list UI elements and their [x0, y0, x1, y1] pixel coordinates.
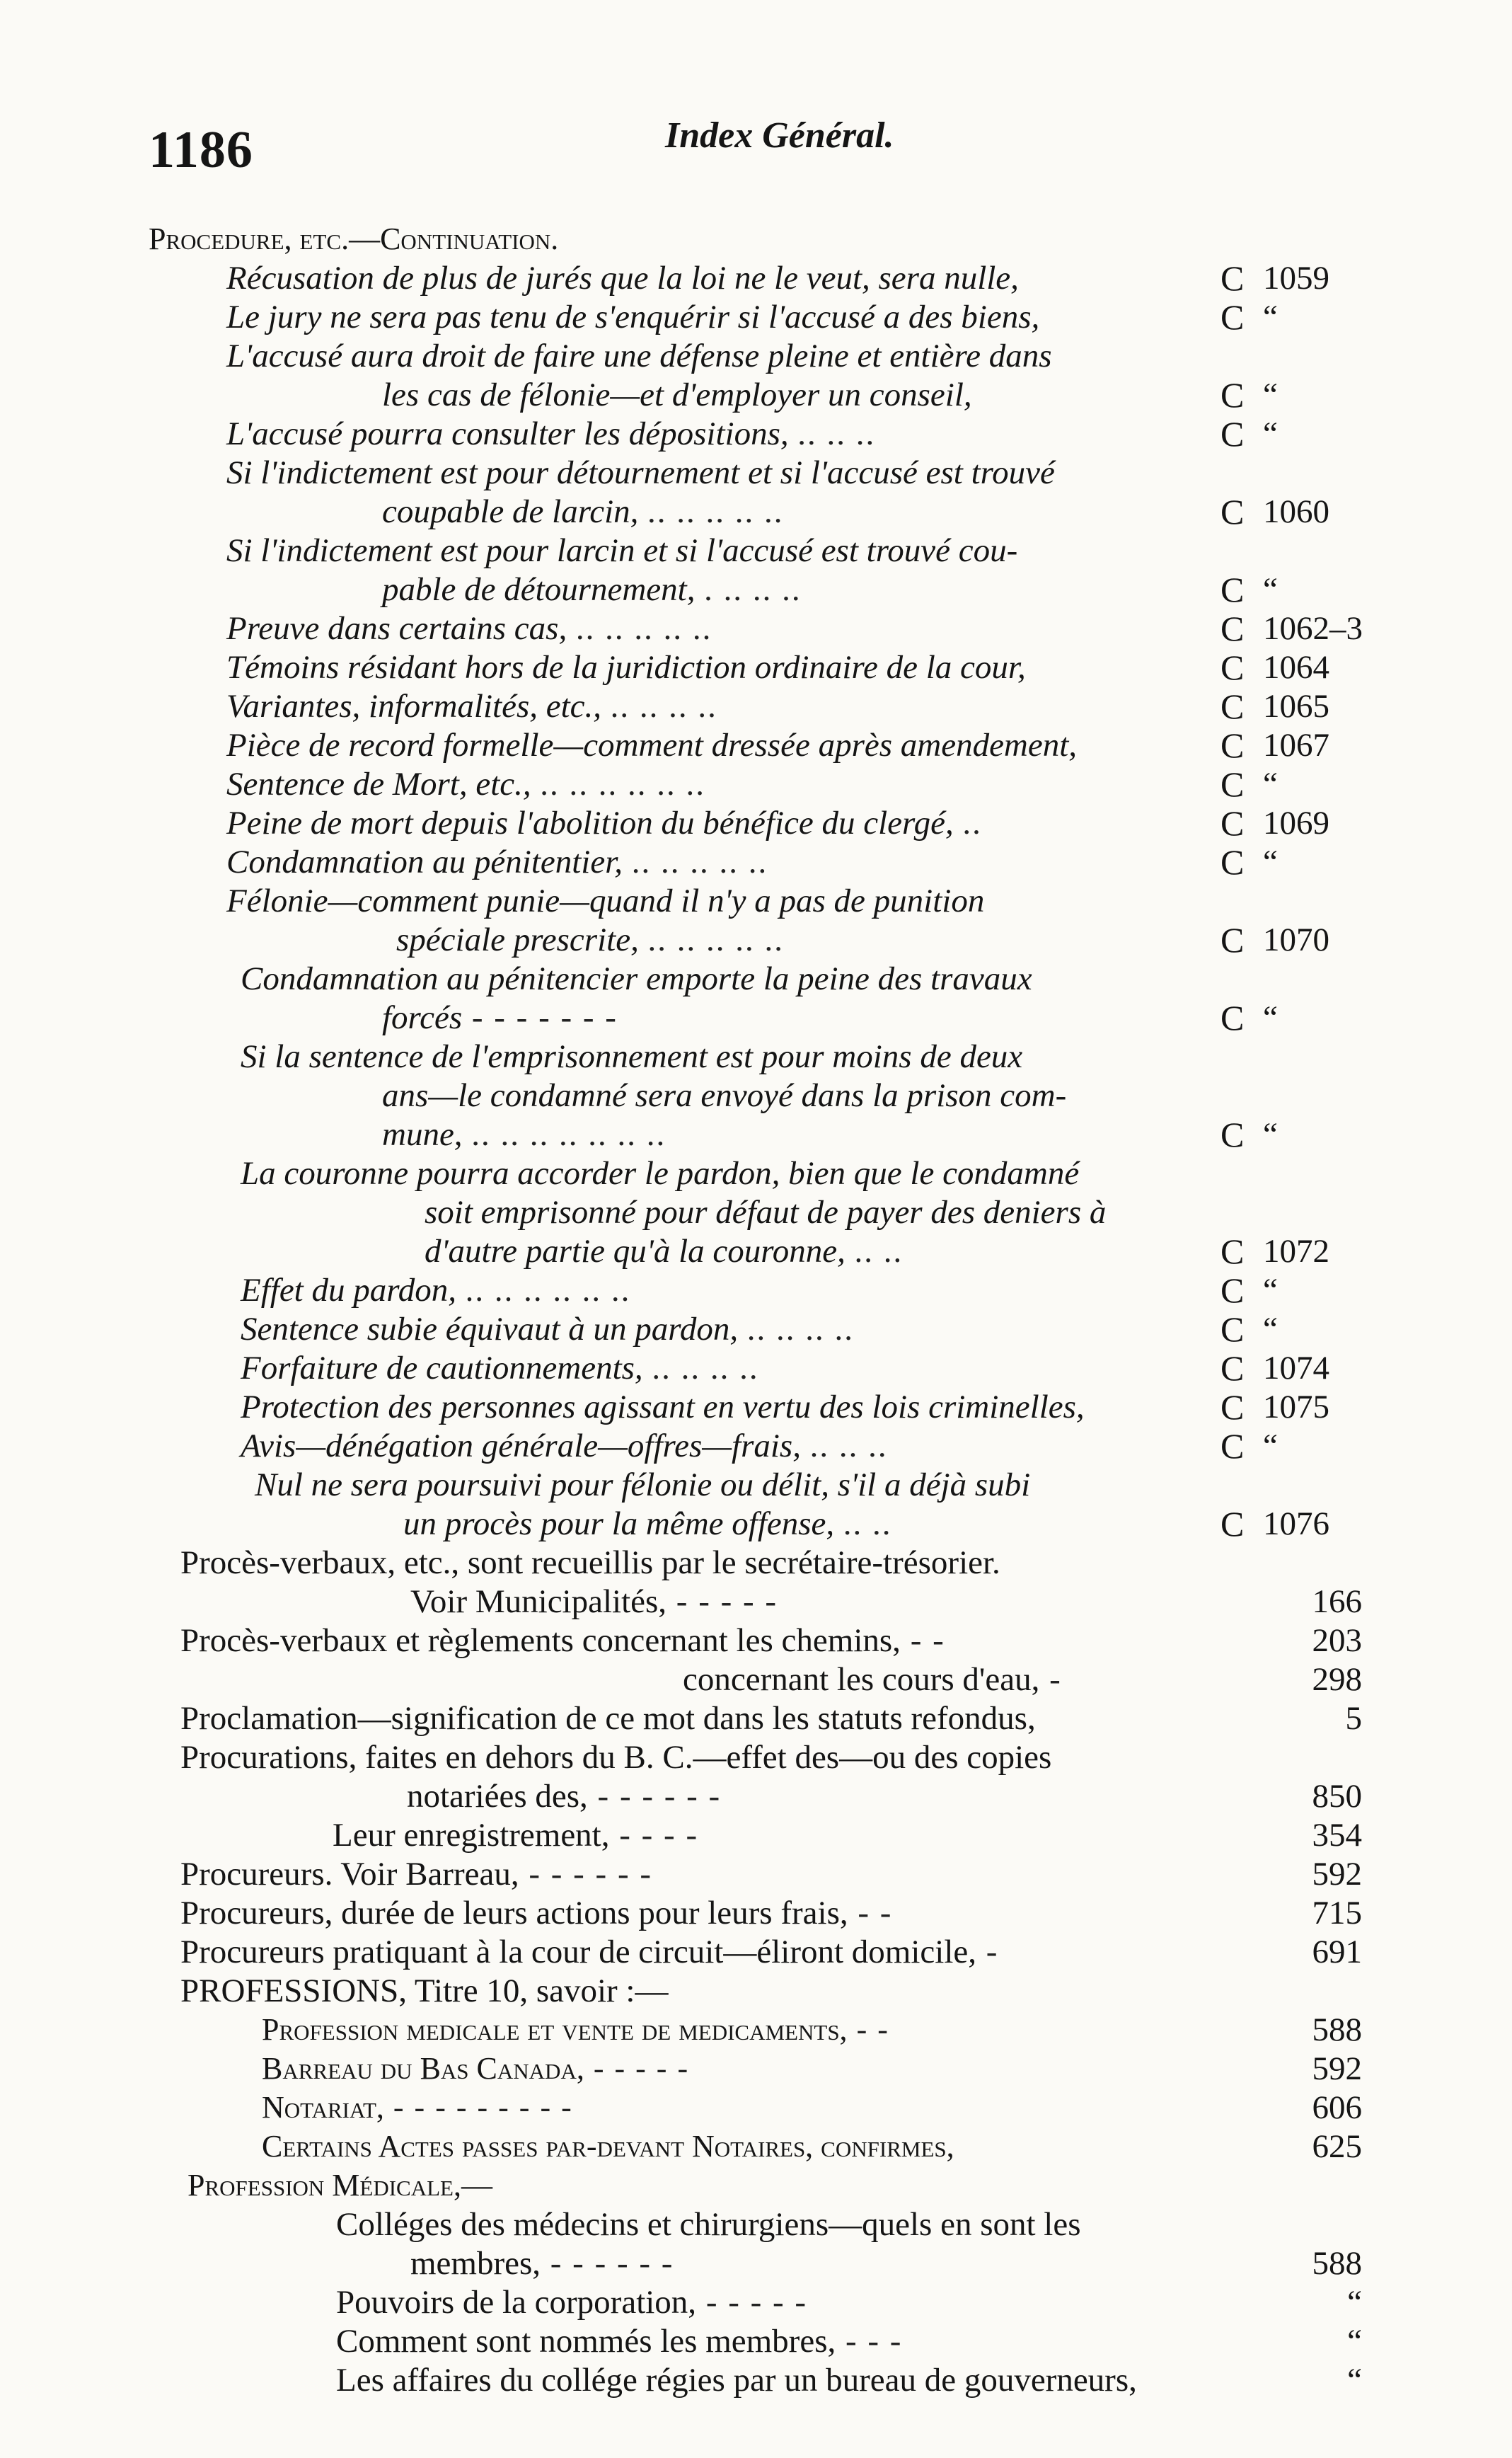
page-reference: “: [1263, 1428, 1278, 1464]
chapter-marker: C: [1220, 414, 1245, 454]
dot-leader: - - - - - -: [541, 2245, 674, 2282]
index-entry: [226, 453, 1055, 493]
index-entry: [410, 2244, 674, 2283]
index-entry: [226, 531, 1017, 570]
index-entry: [382, 570, 802, 609]
chapter-marker: C: [1220, 920, 1245, 960]
running-title: Index Général.: [665, 115, 894, 156]
index-entry: [382, 1115, 666, 1154]
entry-text: Condamnation au pénitentier,: [226, 844, 623, 880]
chapter-marker: C: [1220, 1426, 1245, 1466]
page-reference: 203: [1312, 1622, 1362, 1659]
dot-leader: - - - - - - - - -: [383, 2090, 573, 2125]
page-reference: 1064: [1263, 649, 1329, 686]
entry-text: Procès-verbaux et règlements concernant les chemins,: [180, 1622, 901, 1659]
page-reference: 1070: [1263, 921, 1329, 958]
dot-leader: - -: [900, 1622, 945, 1659]
index-entry: [683, 1660, 1062, 1699]
dot-leader: ..: [953, 805, 983, 842]
page-reference: “: [1263, 1311, 1278, 1348]
entry-text: Comment sont nommés les membres,: [336, 2323, 836, 2360]
entry-text: PROFESSIONS, Titre 10, savoir :—: [180, 1972, 669, 2009]
index-entry: [241, 1387, 1085, 1427]
entry-text: Témoins résidant hors de la juridiction ordinaire de la cour,: [226, 649, 1026, 686]
entry-text: notariées des,: [407, 1778, 588, 1815]
index-entry: [382, 998, 618, 1038]
entry-text: d'autre partie qu'à la couronne,: [425, 1233, 846, 1270]
index-entry: [180, 1699, 1036, 1738]
entry-text: Procureurs. Voir Barreau,: [180, 1856, 519, 1893]
dot-leader: - - - -: [609, 1817, 699, 1854]
chapter-marker: C: [1220, 297, 1245, 337]
index-entry: [336, 2205, 1081, 2244]
entry-text: Peine de mort depuis l'abolition du bénéfice du clergé,: [226, 805, 954, 842]
entry-text: Leur enregistrement,: [333, 1817, 610, 1854]
index-entry: [262, 2010, 889, 2050]
entry-text: Sentence subie équivaut à un pardon,: [241, 1311, 739, 1348]
chapter-marker: C: [1220, 1504, 1245, 1544]
dot-leader: - - - - -: [584, 2051, 690, 2086]
index-entry: [226, 725, 1077, 765]
index-entry: [425, 1193, 1106, 1232]
entry-text: Condamnation au pénitencier emporte la peine des travaux: [241, 960, 1032, 997]
entry-text: un procès pour la même offense,: [403, 1505, 835, 1542]
entry-text: spéciale prescrite,: [396, 921, 639, 958]
page-reference: 1059: [1263, 260, 1329, 297]
dot-leader: .. .. .. ..: [601, 688, 719, 725]
index-entry: [226, 336, 1052, 376]
index-entry: [382, 492, 785, 532]
index-entry: [336, 2321, 902, 2361]
page-number: 1186: [149, 121, 253, 179]
index-entry: [382, 375, 972, 415]
entry-text: La couronne pourra accorder le pardon, bien que le condamné: [241, 1155, 1080, 1192]
index-entry: [226, 764, 706, 804]
entry-text: Procurations, faites en dehors du B. C.—effet des—ou des copies: [180, 1739, 1052, 1776]
chapter-marker: C: [1220, 375, 1245, 415]
entry-text: ans—le condamné sera envoyé dans la prison com-: [382, 1077, 1067, 1114]
index-entry: [241, 1270, 632, 1310]
index-entry: [226, 803, 983, 843]
page-reference: 1065: [1263, 688, 1329, 725]
chapter-marker: C: [1220, 258, 1245, 298]
page-reference: 354: [1312, 1817, 1362, 1854]
chapter-marker: C: [1220, 609, 1245, 648]
page-reference: “: [1263, 999, 1278, 1036]
dot-leader: .. .. .. .. ..: [638, 493, 785, 530]
entry-text: Certains Actes passes par-devant Notaires, confirmes,: [262, 2129, 954, 2164]
index-entry: [180, 1738, 1051, 1777]
index-entry: [255, 1465, 1030, 1505]
entry-text: Pièce de record formelle—comment dressée après amendement,: [226, 727, 1078, 764]
dot-leader: .. .. .. .. .. ..: [531, 766, 707, 803]
entry-text: Sentence de Mort, etc.,: [226, 766, 531, 803]
entry-text: L'accusé pourra consulter les dépositions,: [226, 415, 789, 452]
index-entry: [333, 1815, 698, 1855]
index-entry: [226, 297, 1039, 337]
chapter-marker: C: [1220, 1387, 1245, 1427]
dot-leader: . .. .. ..: [695, 571, 802, 608]
chapter-marker: C: [1220, 570, 1245, 609]
page-reference: “: [1263, 299, 1278, 335]
dot-leader: - - - - -: [666, 1583, 778, 1620]
page-reference: 625: [1312, 2128, 1362, 2165]
dot-leader: .. .. .. .. ..: [623, 844, 769, 880]
dot-leader: .. .. .. ..: [642, 1350, 760, 1386]
dot-leader: - - - - - -: [587, 1778, 722, 1815]
dot-leader: - -: [847, 2012, 889, 2047]
page-reference: 1076: [1263, 1505, 1329, 1542]
entry-text: Protection des personnes agissant en vertu des lois criminelles,: [241, 1389, 1085, 1425]
page-reference: 592: [1312, 1856, 1362, 1893]
index-entry: [241, 1154, 1079, 1193]
page-reference: 1075: [1263, 1389, 1329, 1425]
entry-text: Notariat,: [262, 2090, 384, 2125]
page-reference: 166: [1312, 1583, 1362, 1620]
dot-leader: -: [1039, 1661, 1062, 1698]
index-entry: [149, 219, 558, 259]
entry-text: L'accusé aura droit de faire une défense pleine et entière dans: [226, 338, 1052, 374]
entry-text: Procureurs pratiquant à la cour de circuit—éliront domicile,: [180, 1934, 976, 1970]
dot-leader: .. ..: [845, 1233, 904, 1270]
dot-leader: - - - - - - -: [462, 999, 618, 1036]
page-reference: 1069: [1263, 805, 1329, 842]
entry-text: Le jury ne sera pas tenu de s'enquérir si l'accusé a des biens,: [226, 299, 1040, 335]
chapter-marker: C: [1220, 1309, 1245, 1349]
dot-leader: .. .. .. .. .. ..: [456, 1272, 632, 1309]
dot-leader: - -: [848, 1895, 893, 1931]
dot-leader: .. .. .. .. .. .. ..: [462, 1116, 667, 1153]
entry-text: Effet du pardon,: [241, 1272, 457, 1309]
index-entry: [180, 1854, 652, 1894]
dot-leader: -: [976, 1934, 999, 1970]
page-reference: “: [1347, 2362, 1362, 2399]
page-reference: “: [1263, 766, 1278, 803]
chapter-marker: C: [1220, 687, 1245, 726]
chapter-marker: C: [1220, 1270, 1245, 1310]
entry-text: Pouvoirs de la corporation,: [336, 2284, 697, 2321]
page-reference: 715: [1312, 1895, 1362, 1931]
entry-text: Variantes, informalités, etc.,: [226, 688, 602, 725]
index-entry: [180, 1621, 945, 1660]
index-entry: [262, 2049, 689, 2089]
chapter-marker: C: [1220, 842, 1245, 882]
entry-text: Profession Médicale,—: [187, 2168, 492, 2203]
chapter-marker: C: [1220, 803, 1245, 843]
dot-leader: .. .. .. .. ..: [567, 610, 713, 647]
index-entry: [180, 1893, 892, 1933]
index-entry: [241, 1426, 889, 1466]
page-reference: 606: [1312, 2089, 1362, 2126]
index-entry: [226, 881, 984, 921]
index-entry: [226, 258, 1019, 298]
index-entry: [407, 1776, 721, 1816]
entry-text: Procureurs, durée de leurs actions pour leurs frais,: [180, 1895, 848, 1931]
entry-text: Avis—dénégation générale—offres—frais,: [241, 1428, 801, 1464]
entry-text: Forfaiture de cautionnements,: [241, 1350, 643, 1386]
entry-text: Si la sentence de l'emprisonnement est pour moins de deux: [241, 1038, 1023, 1075]
chapter-marker: C: [1220, 648, 1245, 687]
entry-text: Preuve dans certains cas,: [226, 610, 567, 647]
index-entry: [241, 959, 1032, 999]
dot-leader: - - - - - -: [519, 1856, 653, 1893]
entry-text: Nul ne sera poursuivi pour félonie ou délit, s'il a déjà subi: [255, 1466, 1031, 1503]
dot-leader: .. .. .. ..: [738, 1311, 855, 1348]
page-reference: “: [1347, 2284, 1362, 2321]
page-reference: “: [1263, 844, 1278, 880]
index-entry: [382, 1076, 1066, 1115]
entry-text: Proclamation—signification de ce mot dans les statuts refondus,: [180, 1700, 1036, 1737]
chapter-marker: C: [1220, 998, 1245, 1038]
entry-text: forcés: [382, 999, 463, 1036]
entry-text: Procedure, etc.—Continuation.: [149, 222, 559, 256]
index-entry: [403, 1504, 893, 1544]
index-entry: [262, 2088, 573, 2127]
dot-leader: .. ..: [834, 1505, 893, 1542]
entry-text: Récusation de plus de jurés que la loi ne le veut, sera nulle,: [226, 260, 1019, 297]
entry-text: Profession medicale et vente de medicaments,: [262, 2012, 848, 2047]
index-entry: [336, 2282, 807, 2322]
page-reference: 850: [1312, 1778, 1362, 1815]
index-entry: [226, 414, 876, 454]
page-reference: 1062–3: [1263, 610, 1363, 647]
index-entry: [180, 1932, 998, 1972]
page-reference: 588: [1312, 2245, 1362, 2282]
page-reference: 592: [1312, 2050, 1362, 2087]
entry-text: membres,: [410, 2245, 541, 2282]
page-reference: “: [1263, 415, 1278, 452]
chapter-marker: C: [1220, 492, 1245, 532]
entry-text: Félonie—comment punie—quand il n'y a pas de punition: [226, 883, 985, 919]
page-reference: 588: [1312, 2011, 1362, 2048]
dot-leader: - - - - -: [696, 2284, 808, 2321]
index-entry: [241, 1037, 1022, 1076]
entry-text: coupable de larcin,: [382, 493, 639, 530]
index-entry: [241, 1348, 760, 1388]
page-reference: 1067: [1263, 727, 1329, 764]
entry-text: Voir Municipalités,: [410, 1583, 667, 1620]
entry-text: Les affaires du collége régies par un bureau de gouverneurs,: [336, 2362, 1137, 2399]
index-entry: [226, 609, 712, 648]
entry-text: mune,: [382, 1116, 463, 1153]
entry-text: Barreau du Bas Canada,: [262, 2051, 584, 2086]
page-reference: 5: [1345, 1700, 1362, 1737]
dot-leader: .. .. ..: [788, 415, 877, 452]
dot-leader: - - -: [836, 2323, 903, 2360]
chapter-marker: C: [1220, 725, 1245, 765]
dot-leader: .. .. .. .. ..: [638, 921, 785, 958]
chapter-marker: C: [1220, 764, 1245, 804]
index-entry: [226, 687, 718, 726]
entry-text: concernant les cours d'eau,: [683, 1661, 1040, 1698]
page-reference: 1074: [1263, 1350, 1329, 1386]
page-reference: 298: [1312, 1661, 1362, 1698]
index-entry: [396, 920, 785, 960]
page-reference: “: [1263, 571, 1278, 608]
page-reference: “: [1263, 1116, 1278, 1153]
entry-text: Si l'indictement est pour détournement et si l'accusé est trouvé: [226, 454, 1055, 491]
dot-leader: .. .. ..: [800, 1428, 889, 1464]
entry-text: Procès-verbaux, etc., sont recueillis par le secrétaire-trésorier.: [180, 1544, 1000, 1581]
index-entry: [226, 648, 1026, 687]
page-reference: “: [1347, 2323, 1362, 2360]
page-reference: 1060: [1263, 493, 1329, 530]
page-reference: “: [1263, 1272, 1278, 1309]
index-entry: [241, 1309, 855, 1349]
entry-text: les cas de félonie—et d'employer un conseil,: [382, 377, 972, 413]
index-entry: [336, 2360, 1137, 2400]
page-reference: “: [1263, 377, 1278, 413]
page-reference: 691: [1312, 1934, 1362, 1970]
index-entry: [425, 1231, 904, 1271]
entry-text: Colléges des médecins et chirurgiens—quels en sont les: [336, 2206, 1081, 2243]
entry-text: pable de détournement,: [382, 571, 696, 608]
entry-text: soit emprisonné pour défaut de payer des deniers à: [425, 1194, 1107, 1231]
chapter-marker: C: [1220, 1115, 1245, 1154]
index-entry: [226, 842, 768, 882]
index-entry: [180, 1543, 1000, 1583]
chapter-marker: C: [1220, 1348, 1245, 1388]
index-entry: [180, 1971, 669, 2011]
index-entry: [410, 1582, 778, 1621]
page-reference: 1072: [1263, 1233, 1329, 1270]
chapter-marker: C: [1220, 1231, 1245, 1271]
index-entry: [262, 2127, 954, 2166]
entry-text: Si l'indictement est pour larcin et si l'accusé est trouvé cou-: [226, 532, 1018, 569]
index-entry: [187, 2166, 492, 2205]
